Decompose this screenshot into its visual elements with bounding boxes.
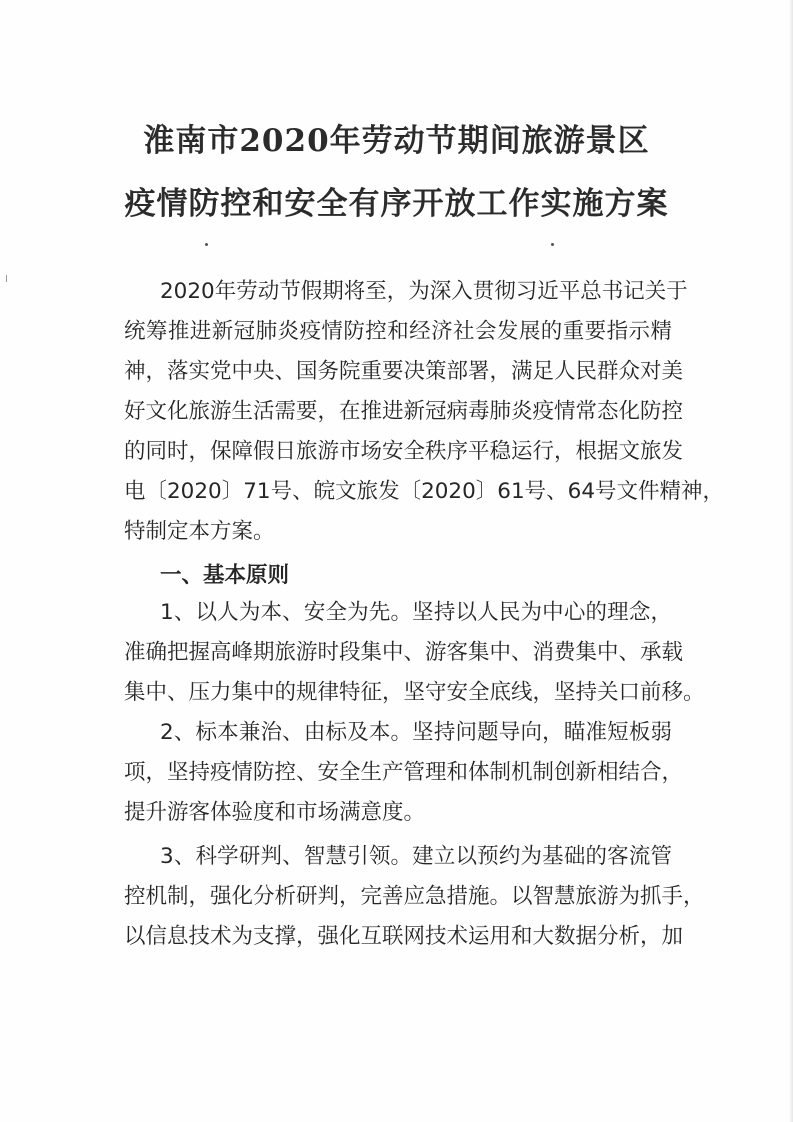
scan-margin-mark xyxy=(6,275,7,282)
paragraph-line: 3、科学研判、智慧引领。建立以预约为基础的客流管 xyxy=(160,844,672,869)
paragraph-line: 项，坚持疫情防控、安全生产管理和体制机制创新相结合， xyxy=(124,760,684,785)
paragraph-line: 电〔2020〕71号、皖文旅发〔2020〕61号、64号文件精神， xyxy=(124,479,725,504)
section-heading: 一、基本原则 xyxy=(160,563,290,588)
paragraph-line: 准确把握高峰期旅游时段集中、游客集中、消费集中、承载 xyxy=(124,640,684,665)
paragraph-line: 的同时，保障假日旅游市场安全秩序平稳运行，根据文旅发 xyxy=(124,439,684,464)
paragraph-line: 统筹推进新冠肺炎疫情防控和经济社会发展的重要指示精 xyxy=(124,319,672,344)
paragraph-line: 好文化旅游生活需要，在推进新冠病毒肺炎疫情常态化防控 xyxy=(124,399,684,424)
scan-edge-shadow xyxy=(789,0,793,1122)
paragraph-line: 以信息技术为支撑，强化互联网技术运用和大数据分析，加 xyxy=(124,924,684,949)
scan-dot-right xyxy=(551,243,554,246)
scan-dot-left xyxy=(205,243,208,246)
paragraph-line: 2020年劳动节假期将至，为深入贯彻习近平总书记关于 xyxy=(160,279,688,304)
document-title-line1: 淮南市2020年劳动节期间旅游景区 xyxy=(143,123,650,159)
paragraph-line: 控机制，强化分析研判，完善应急措施。以智慧旅游为抓手， xyxy=(124,884,705,909)
paragraph-line: 特制定本方案。 xyxy=(124,519,275,544)
paragraph-line: 2、标本兼治、由标及本。坚持问题导向，瞄准短板弱 xyxy=(160,720,672,745)
paragraph-line: 1、以人为本、安全为先。坚持以人民为中心的理念， xyxy=(160,600,672,625)
paragraph-line: 神，落实党中央、国务院重要决策部署，满足人民群众对美 xyxy=(124,359,684,384)
document-title-line2: 疫情防控和安全有序开放工作实施方案 xyxy=(124,186,669,222)
paragraph-line: 提升游客体验度和市场满意度。 xyxy=(124,800,426,825)
paragraph-line: 集中、压力集中的规律特征，坚守安全底线，坚持关口前移。 xyxy=(124,680,705,705)
